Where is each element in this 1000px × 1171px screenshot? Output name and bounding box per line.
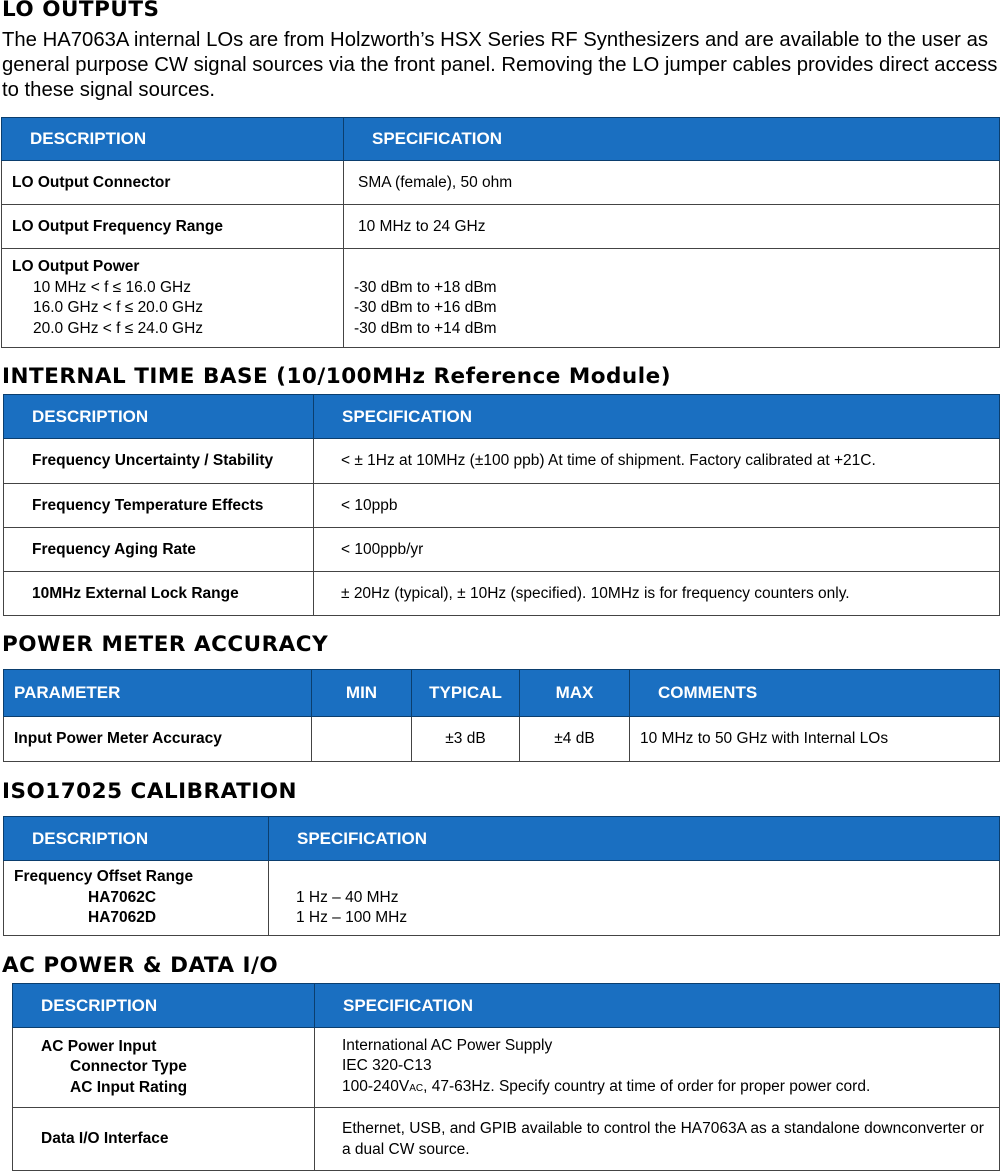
row-spec: < ± 1Hz at 10MHz (±100 ppb) At time of shipment. Factory calibrated at +21C.: [314, 439, 1000, 484]
ac-input-rating-label: AC Input Rating: [70, 1078, 188, 1096]
min-cell: [312, 717, 412, 762]
table-row: [2, 161, 1000, 205]
row-spec: < 100ppb/yr: [314, 528, 1000, 572]
offset-value-cell: [269, 861, 1000, 936]
max-cell: ±4 dB: [520, 717, 630, 762]
power-value-1: -30 dBm to +18 dBm: [354, 278, 497, 296]
specification-header: SPECIFICATION: [314, 395, 1000, 439]
row-label: AC Power Input: [41, 1037, 157, 1055]
row-label: LO Output Connector: [2, 161, 344, 205]
row-label: Frequency Uncertainty / Stability: [4, 439, 314, 484]
calibration-heading: ISO17025 CALIBRATION: [2, 779, 298, 804]
row-label: Frequency Aging Rate: [4, 528, 314, 572]
table-header-row: [4, 395, 1000, 439]
row-label: LO Output Frequency Range: [2, 205, 344, 249]
band-3: 20.0 GHz < f ≤ 24.0 GHz: [33, 319, 204, 337]
table-row: [4, 861, 1000, 936]
offset-label-cell: [4, 861, 269, 936]
ac-input-value-cell: [315, 1028, 1000, 1108]
calibration-table: [3, 816, 1000, 936]
table-row: [2, 249, 1000, 348]
parameter-header: PARAMETER: [4, 670, 312, 717]
specification-header: SPECIFICATION: [344, 118, 1000, 161]
offset-value-1: 1 Hz – 40 MHz: [296, 888, 399, 906]
comments-cell: 10 MHz to 50 GHz with Internal LOs: [630, 717, 1000, 762]
table-row: [4, 528, 1000, 572]
table-row: [13, 1028, 1000, 1108]
time-base-heading: INTERNAL TIME BASE (10/100MHz Reference Module): [2, 364, 672, 389]
band-2: 16.0 GHz < f ≤ 20.0 GHz: [33, 299, 204, 316]
comments-header: COMMENTS: [630, 670, 1000, 717]
offset-value-2: 1 Hz – 100 MHz: [296, 909, 408, 927]
table-row: [13, 1108, 1000, 1171]
description-header: DESCRIPTION: [13, 984, 315, 1028]
row-spec: ± 20Hz (typical), ± 10Hz (specified). 10MHz is for frequency counters only.: [314, 572, 1000, 616]
power-meter-heading: POWER METER ACCURACY: [2, 632, 329, 657]
description-header: DESCRIPTION: [4, 817, 269, 861]
min-header: MIN: [312, 670, 412, 717]
row-label: LO Output Power: [12, 258, 140, 275]
parameter-cell: Input Power Meter Accuracy: [4, 717, 312, 762]
lo-outputs-heading: LO OUTPUTS: [2, 0, 160, 22]
table-header-row: [13, 984, 1000, 1028]
power-supply-value: International AC Power Supply: [342, 1036, 553, 1054]
power-value-2: -30 dBm to +16 dBm: [354, 299, 497, 316]
row-spec: < 10ppb: [314, 484, 1000, 528]
connector-type-label: Connector Type: [70, 1058, 187, 1076]
table-row: [4, 717, 1000, 762]
table-header-row: [2, 118, 1000, 161]
description-header: DESCRIPTION: [2, 118, 344, 161]
ac-power-heading: AC POWER & DATA I/O: [2, 953, 279, 978]
time-base-table: [3, 394, 1000, 616]
table-row: [4, 572, 1000, 616]
table-header-row: [4, 817, 1000, 861]
row-label: Frequency Offset Range: [14, 868, 194, 886]
model-2: HA7062D: [88, 909, 157, 927]
row-label: Data I/O Interface: [13, 1108, 315, 1171]
lo-outputs-intro: The HA7063A internal LOs are from Holzworth’s HSX Series RF Synthesizers and are available to the user as general purpose CW signal sources via the front panel. Removing the LO jumper cables provides direct access to these signal sources.: [2, 29, 998, 101]
power-value-3: -30 dBm to +14 dBm: [354, 319, 497, 337]
band-1: 10 MHz < f ≤ 16.0 GHz: [33, 278, 191, 296]
max-header: MAX: [520, 670, 630, 717]
row-spec: SMA (female), 50 ohm: [344, 161, 1000, 205]
specification-header: SPECIFICATION: [269, 817, 1000, 861]
lo-power-value-cell: [344, 249, 1000, 348]
row-label: Frequency Temperature Effects: [4, 484, 314, 528]
table-row: [4, 484, 1000, 528]
row-label: 10MHz External Lock Range: [4, 572, 314, 616]
typical-cell: ±3 dB: [412, 717, 520, 762]
connector-type-value: IEC 320-C13: [342, 1057, 432, 1075]
typical-header: TYPICAL: [412, 670, 520, 717]
ac-input-rating-value: 100-240VAC, 47-63Hz. Specify country at time of order for proper power cord.: [342, 1077, 871, 1095]
table-row: [2, 205, 1000, 249]
description-header: DESCRIPTION: [4, 395, 314, 439]
row-spec: 10 MHz to 24 GHz: [344, 205, 1000, 249]
lo-outputs-table: [1, 117, 1000, 348]
table-row: [4, 439, 1000, 484]
table-header-row: [4, 670, 1000, 717]
ac-power-table: [12, 983, 1000, 1171]
specification-header: SPECIFICATION: [315, 984, 1000, 1028]
row-spec: Ethernet, USB, and GPIB available to control the HA7063A as a standalone downconverter or a dual CW source.: [315, 1108, 1000, 1171]
lo-power-label-cell: [2, 249, 344, 348]
power-meter-table: [3, 669, 1000, 762]
ac-input-label-cell: [13, 1028, 315, 1108]
model-1: HA7062C: [88, 888, 157, 906]
